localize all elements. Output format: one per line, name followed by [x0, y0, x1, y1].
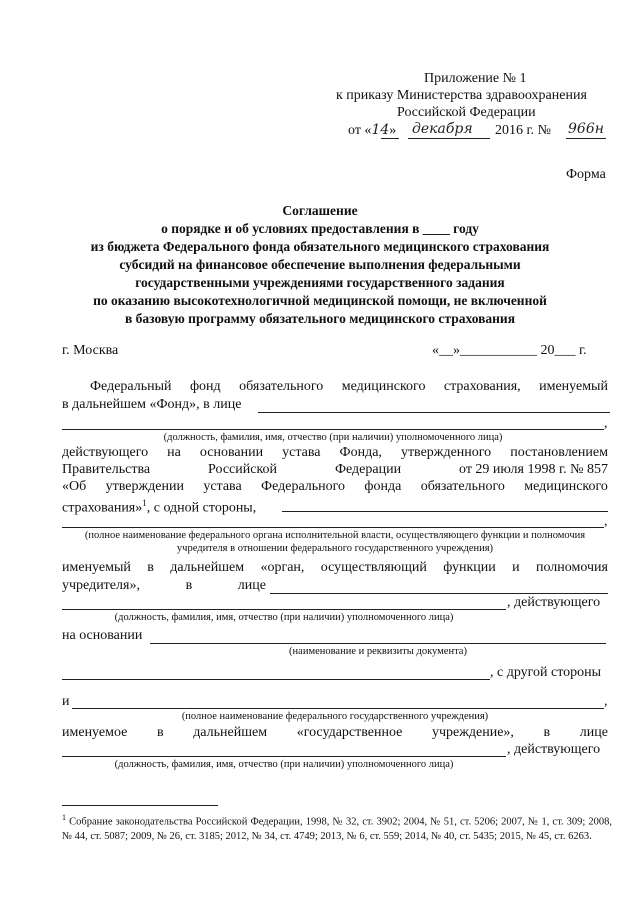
- footnote-ref[interactable]: 1: [142, 498, 147, 508]
- date-prefix: от «: [348, 123, 372, 138]
- authority-name-field[interactable]: [282, 511, 608, 512]
- title-line-2: о порядке и об условиях предоставления в ____ году: [161, 221, 479, 236]
- institution-representative-field[interactable]: [62, 756, 506, 757]
- date-mid: »: [389, 123, 397, 138]
- caption-authority-line-2: учредителя в отношении федерального государственного учреждения): [176, 543, 494, 554]
- p2-line-1: действующего на основании устава Фонда, утвержденного постановлением: [62, 445, 608, 460]
- month-underline: [408, 138, 490, 139]
- authority-name-field-2[interactable]: [62, 527, 604, 528]
- p5-line-1: именуемое в дальнейшем «государственное учреждение», в лице: [62, 725, 608, 740]
- fund-representative-field-2[interactable]: [62, 429, 604, 430]
- p2-line-4: страхования»$^1$, с одной стороны,: [62, 498, 257, 516]
- p3-line-2: учредителя», в лице: [62, 578, 266, 593]
- footnote: [62, 811, 612, 844]
- basis-document-field-2[interactable]: [62, 679, 490, 680]
- caption-authority-representative: (должность, фамилия, имя, отчество (при наличии) уполномоченного лица): [114, 612, 454, 623]
- caption-basis-document: (наименование и реквизиты документа): [289, 646, 467, 657]
- basis-document-field[interactable]: [150, 643, 606, 644]
- comma-3: ,: [604, 694, 608, 709]
- order-number: 966н: [568, 121, 604, 137]
- and-label: и: [62, 694, 70, 709]
- footnote-separator: [62, 805, 218, 806]
- agreement-date-blank: «__»___________ 20___ г.: [432, 343, 587, 358]
- caption-institution-representative: (должность, фамилия, имя, отчество (при наличии) уполномоченного лица): [114, 759, 454, 770]
- order-date-line: [348, 122, 396, 139]
- authority-representative-field-2[interactable]: [62, 609, 506, 610]
- p2-line-3: «Об утверждении устава Федерального фонда обязательного медицинского: [62, 479, 608, 494]
- other-side-text: , с другой стороны: [490, 665, 602, 680]
- date-day: 14: [371, 122, 390, 138]
- day-underline: [381, 138, 399, 139]
- footnote-text: Собрание законодательства Российской Федерации, 1998, № 32, ст. 3902; 2004, № 51, ст. 5206; 2007, № 1, ст. 309; 2008, № 44, ст. 5087; 2009, № 26, ст. 3185; 2012, № 34, ст. 4749; 2013, № 6, ст. 559; 2014, № 40, ст. 5435; 2015, № 45, ст. 6263.: [62, 816, 612, 842]
- title-line-1: Соглашение: [282, 203, 358, 218]
- form-label: Форма: [566, 167, 606, 182]
- date-year: 2016 г. №: [495, 123, 552, 138]
- city-label: г. Москва: [62, 343, 119, 358]
- institution-name-field[interactable]: [72, 708, 604, 709]
- acting-text-2: , действующего: [507, 742, 601, 757]
- comma-2: ,: [604, 514, 608, 529]
- appendix-federation-line: Российской Федерации: [397, 105, 536, 120]
- caption-institution: (полное наименование федерального государственного учреждения): [181, 711, 489, 722]
- title-line-3: из бюджета Федерального фонда обязательного медицинского страхования: [90, 239, 550, 254]
- caption-fund-representative: (должность, фамилия, имя, отчество (при наличии) уполномоченного лица): [163, 432, 503, 443]
- title-line-5: государственными учреждениями государственного задания: [135, 275, 505, 290]
- number-underline: [566, 138, 606, 139]
- title-line-6: по оказанию высокотехнологичной медицинской помощи, не включенной: [93, 293, 547, 308]
- p1-line-1: Федеральный фонд обязательного медицинского страхования, именуемый: [90, 379, 608, 394]
- footnote-mark: 1: [62, 813, 66, 822]
- p2-line-2: Правительства Российской Федерации от 29 июля 1998 г. № 857: [62, 462, 608, 477]
- title-line-7: в базовую программу обязательного медицинского страхования: [124, 311, 516, 326]
- acting-text-1: , действующего: [507, 595, 601, 610]
- caption-authority-line-1: (полное наименование федерального органа исполнительной власти, осуществляющего функции и полномочия: [84, 530, 586, 541]
- appendix-order-line: к приказу Министерства здравоохранения: [336, 88, 587, 103]
- title-line-4: субсидий на финансовое обеспечение выполнения федеральными: [119, 257, 521, 272]
- p3-line-1: именуемый в дальнейшем «орган, осуществляющий функции и полномочия: [62, 560, 608, 575]
- p1-line-2: в дальнейшем «Фонд», в лице: [62, 397, 242, 412]
- basis-label: на основании: [62, 628, 143, 643]
- fund-representative-field[interactable]: [258, 412, 610, 413]
- comma-1: ,: [604, 416, 608, 431]
- appendix-number: Приложение № 1: [424, 71, 527, 86]
- date-month: декабря: [412, 121, 473, 137]
